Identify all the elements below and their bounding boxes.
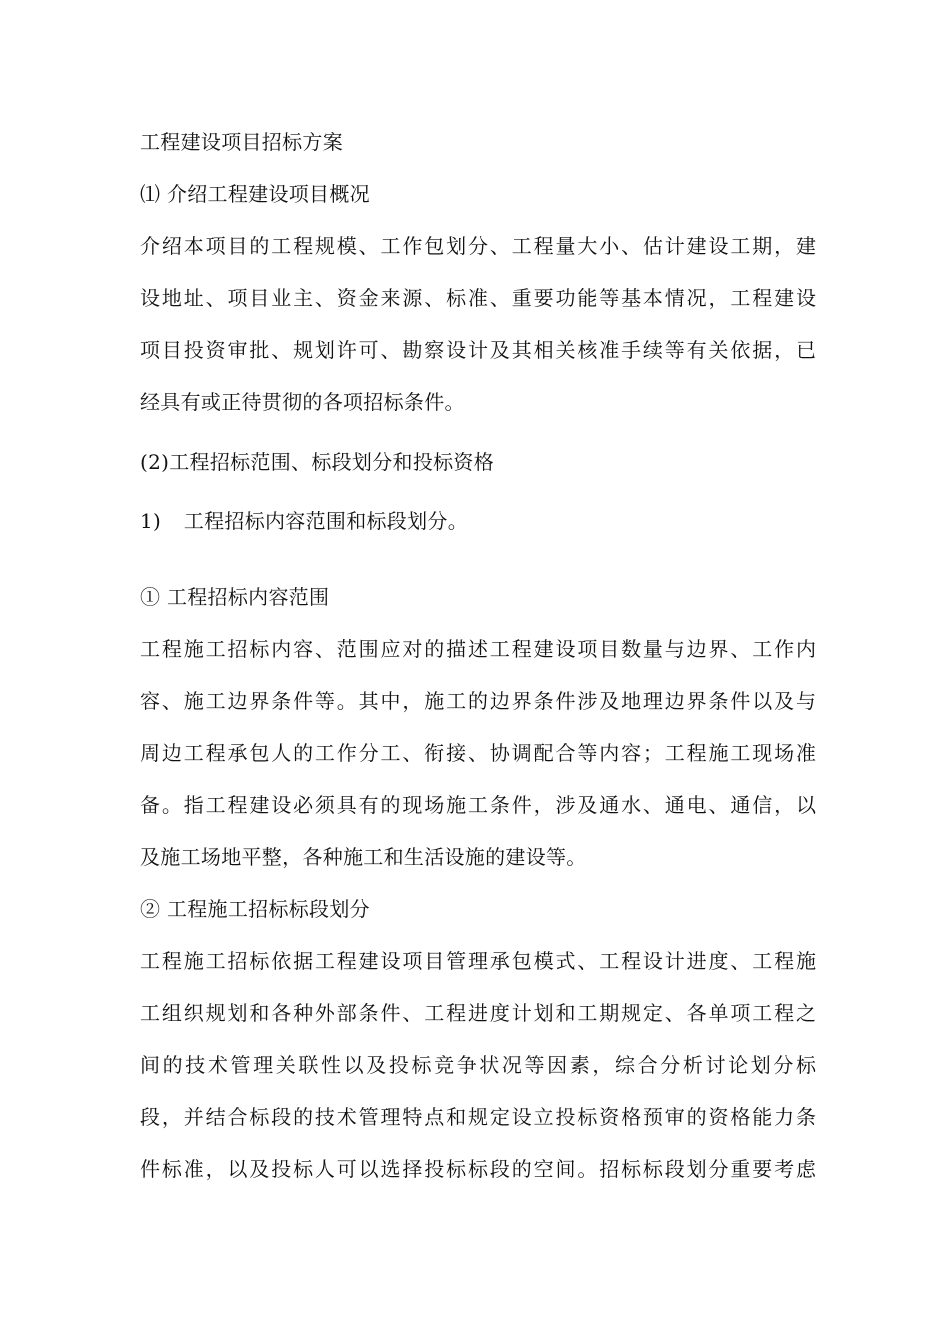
- list-item-text: 工程招标内容范围和标段划分。: [183, 509, 469, 533]
- paragraph-line: 间的技术管理关联性以及投标竞争状况等因素，综合分析讨论划分标: [140, 1053, 816, 1077]
- list-item-number: 1): [140, 509, 162, 533]
- section-2-heading: (2)工程招标范围、标段划分和投标资格: [140, 450, 495, 474]
- paragraph-line: 经具有或正待贯彻的各项招标条件。: [140, 390, 465, 414]
- paragraph-line: 项目投资审批、规划许可、勘察设计及其相关核准手续等有关依据，已: [140, 338, 816, 362]
- paragraph-line: 及施工场地平整，各种施工和生活设施的建设等。: [140, 845, 587, 869]
- document-title: 工程建设项目招标方案: [140, 130, 343, 154]
- paragraph-line: 段，并结合标段的技术管理特点和规定设立投标资格预审的资格能力条: [140, 1105, 816, 1129]
- paragraph-line: 件标准，以及投标人可以选择投标标段的空间。招标标段划分重要考虑: [140, 1157, 816, 1181]
- paragraph-line: 工组织规划和各种外部条件、工程进度计划和工期规定、各单项工程之: [140, 1001, 816, 1025]
- subsection-1-heading: ① 工程招标内容范围: [140, 585, 330, 609]
- paragraph-line: 工程施工招标依据工程建设项目管理承包模式、工程设计进度、工程施: [140, 949, 816, 973]
- paragraph-line: 周边工程承包人的工作分工、衔接、协调配合等内容；工程施工现场准: [140, 741, 816, 765]
- paragraph-line: 介绍本项目的工程规模、工作包划分、工程量大小、估计建设工期，建: [140, 234, 816, 258]
- paragraph-line: 备。指工程建设必须具有的现场施工条件，涉及通水、通电、通信，以: [140, 793, 816, 817]
- list-item-1: [140, 508, 468, 534]
- subsection-2-heading: ② 工程施工招标标段划分: [140, 897, 370, 921]
- paragraph-line: 工程施工招标内容、范围应对的描述工程建设项目数量与边界、工作内: [140, 637, 816, 661]
- paragraph-line: 设地址、项目业主、资金来源、标准、重要功能等基本情况，工程建设: [140, 286, 816, 310]
- section-1-heading: ⑴ 介绍工程建设项目概况: [140, 182, 370, 206]
- paragraph-line: 容、施工边界条件等。其中，施工的边界条件涉及地理边界条件以及与: [140, 689, 816, 713]
